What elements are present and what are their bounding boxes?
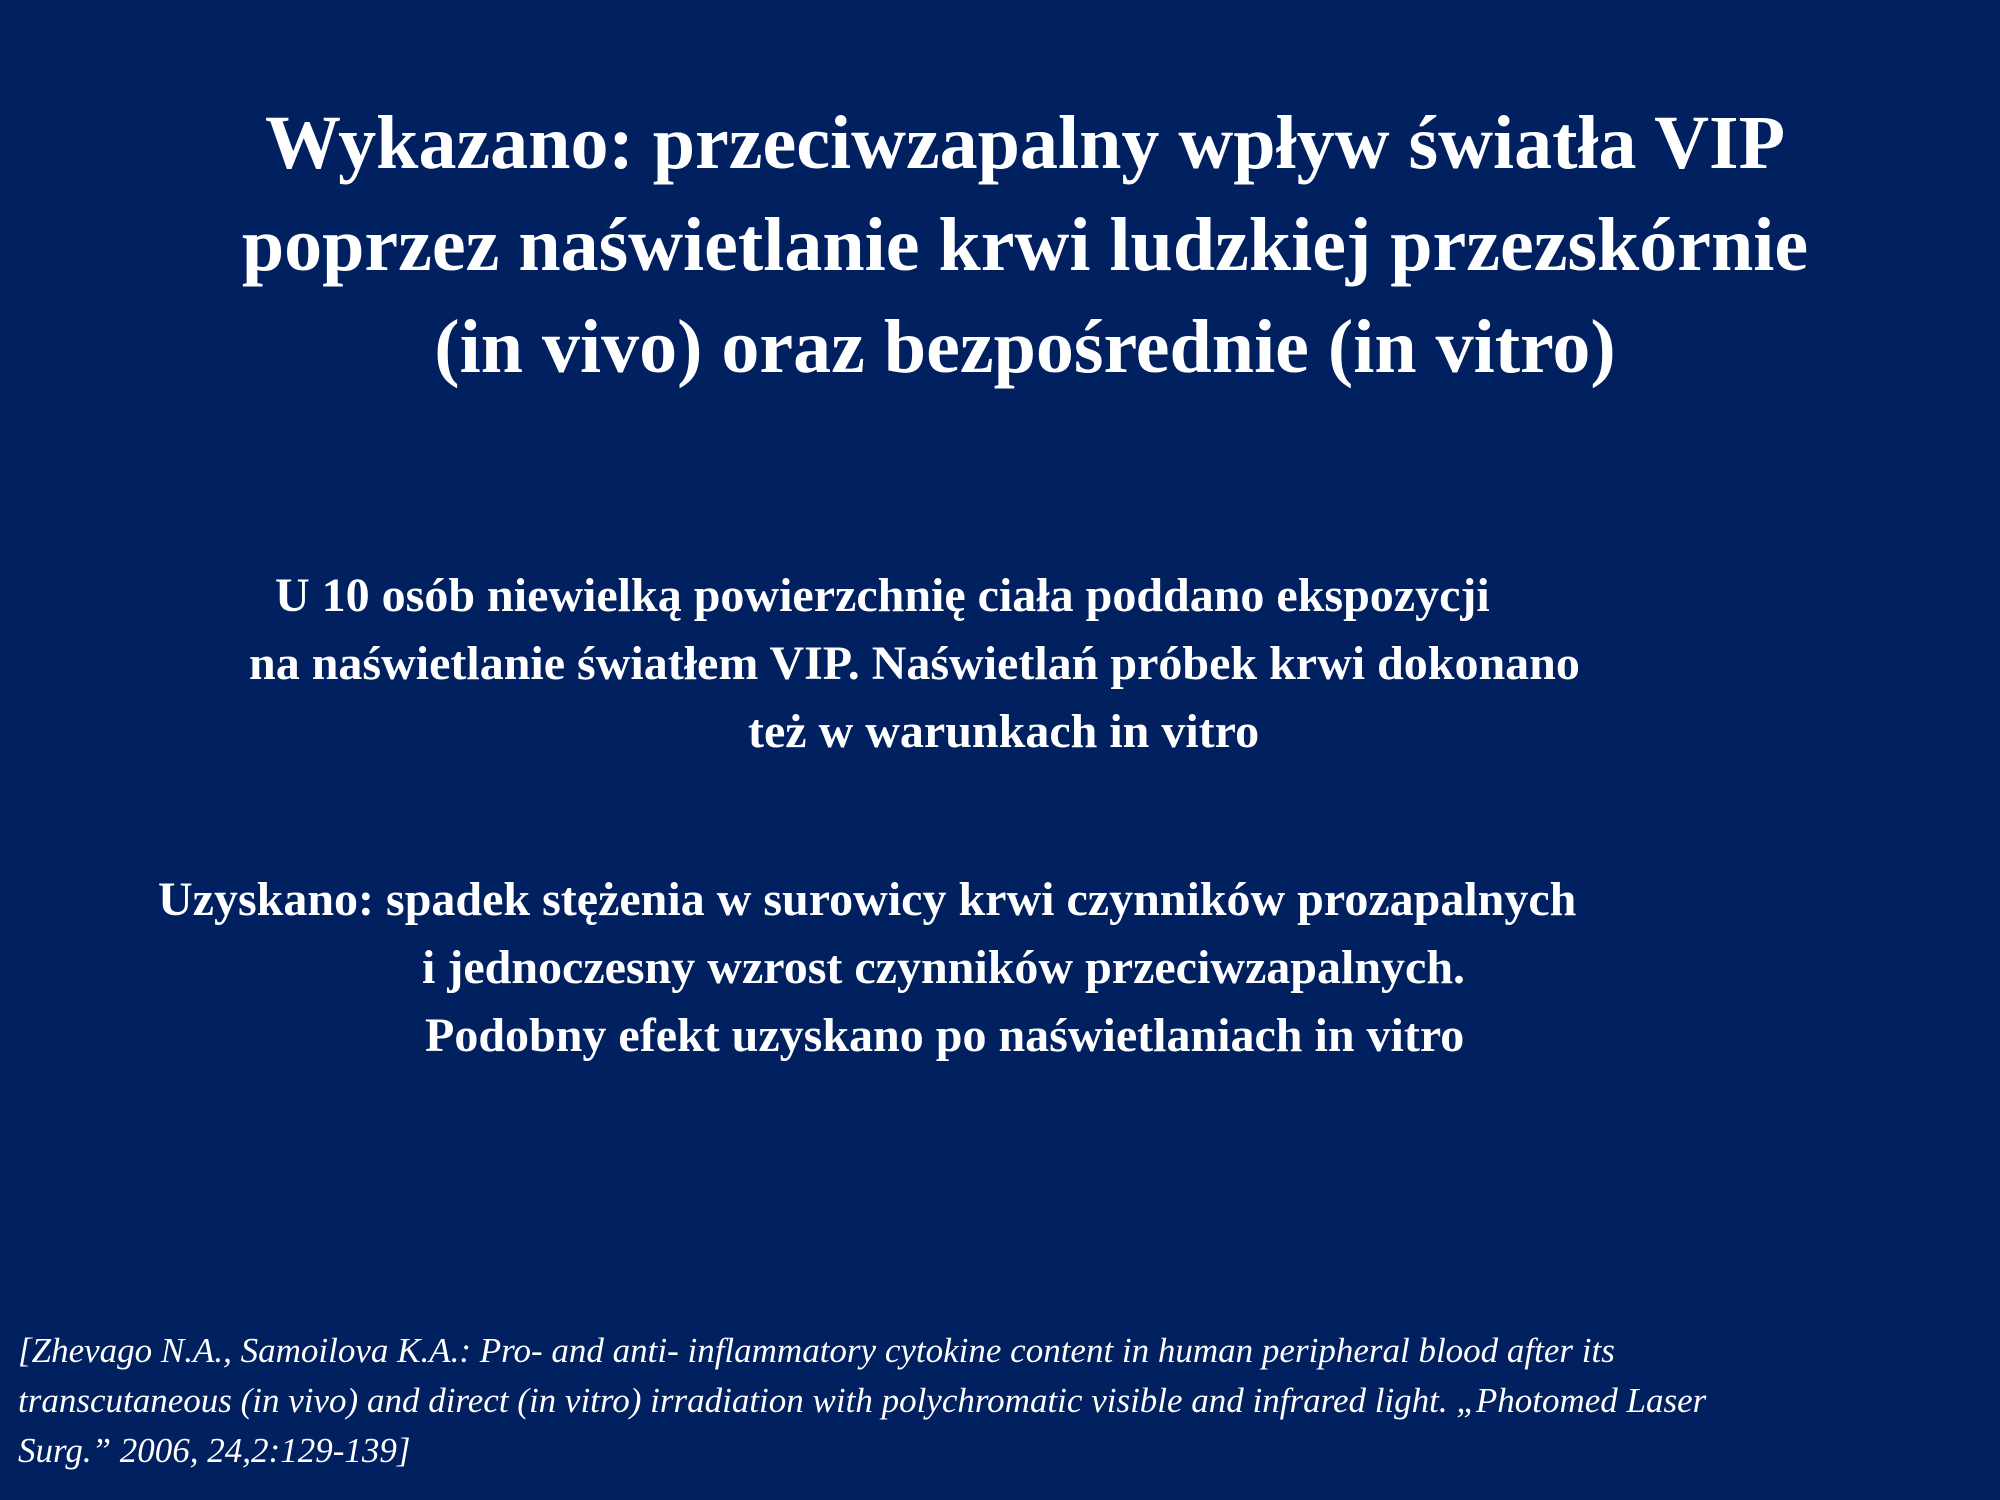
study-description-line-3: też w warunkach in vitro [748, 705, 1260, 758]
title-line-3: (in vivo) oraz bezpośrednie (in vitro) [434, 305, 1616, 389]
title-line-2: poprzez naświetlanie krwi ludzkiej przezskórnie [241, 203, 1809, 287]
study-description-line-1: U 10 osób niewielką powierzchnię ciała poddano ekspozycji [275, 569, 1490, 622]
study-results-line-3: Podobny efekt uzyskano po naświetlaniach in vitro [425, 1009, 1465, 1062]
citation-line-3: Surg.” 2006, 24,2:129-139] [18, 1431, 411, 1470]
slide-title [100, 92, 1950, 398]
study-results-line-1: Uzyskano: spadek stężenia w surowicy krwi czynników prozapalnych [158, 873, 1577, 926]
study-description [0, 562, 2000, 766]
citation-line-2: transcutaneous (in vivo) and direct (in vitro) irradiation with polychromatic visible and infrared light. „Photomed Laser [18, 1381, 1707, 1420]
title-line-1: Wykazano: przeciwzapalny wpływ światła VIP [265, 101, 1785, 185]
citation-line-1: [Zhevago N.A., Samoilova K.A.: Pro- and anti- inflammatory cytokine content in human peripheral blood after its [18, 1331, 1615, 1370]
study-description-line-2: na naświetlanie światłem VIP. Naświetlań próbek krwi dokonano [249, 637, 1580, 690]
study-results [0, 866, 2000, 1070]
study-results-line-2: i jednoczesny wzrost czynników przeciwzapalnych. [422, 941, 1466, 994]
citation [18, 1326, 1978, 1476]
